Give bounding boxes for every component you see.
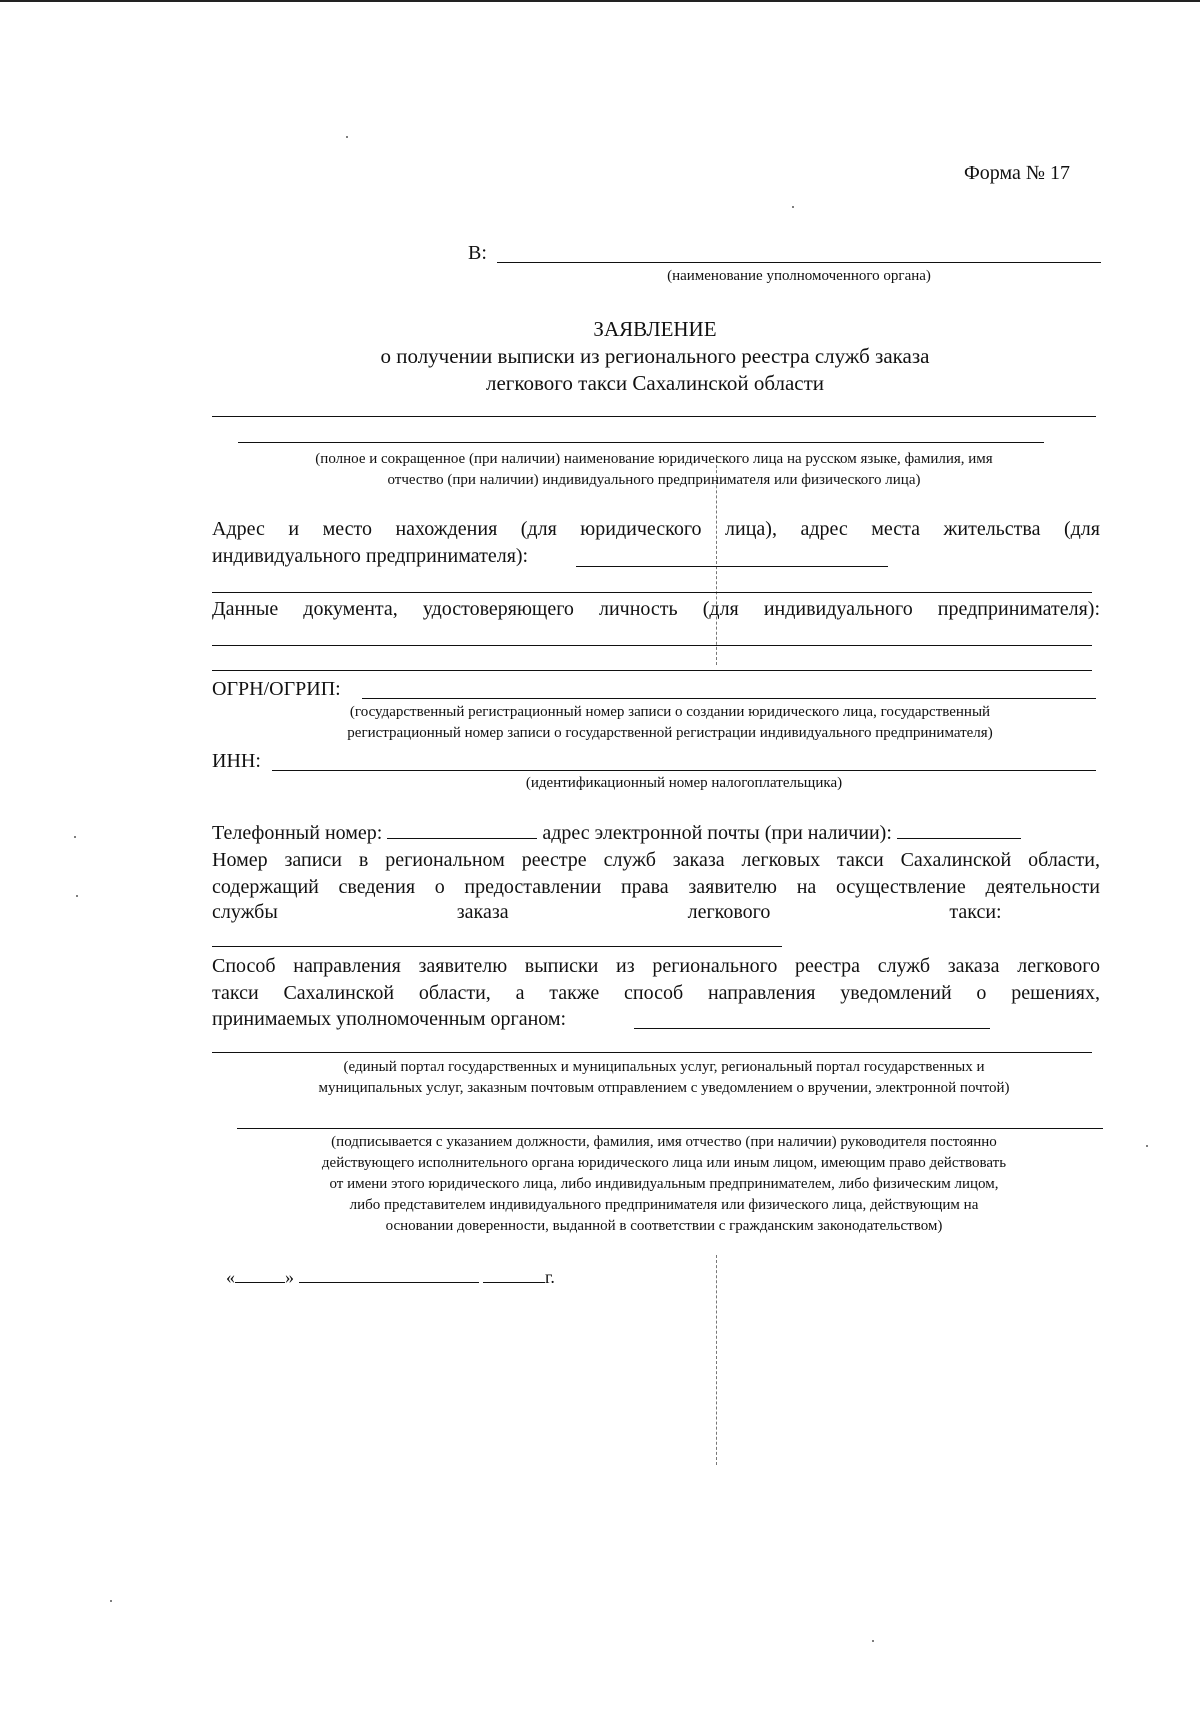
signature-caption-1: (подписывается с указанием должности, фамилия, имя отчество (при наличии) руководителя постоянно <box>331 1134 997 1150</box>
phone-field[interactable] <box>387 820 537 839</box>
scan-top-edge <box>0 0 1200 2</box>
to-caption: (наименование уполномоченного органа) <box>667 268 931 284</box>
date-year-suffix: г. <box>545 1267 555 1288</box>
document-subtitle-1: о получении выписки из регионального реестра служб заказа <box>380 344 930 368</box>
method-label-3: принимаемых уполномоченным органом: <box>212 1008 567 1030</box>
record-label-1: Номер записи в региональном реестре служб заказа легковых такси Сахалинской области, <box>212 849 1100 871</box>
method-label-2: такси Сахалинской области, а также способ направления уведомлений о решениях, <box>212 982 1100 1004</box>
scan-speck <box>792 206 794 208</box>
method-caption-2: муниципальных услуг, заказным почтовым отправлением с уведомлением о вручении, электронной почтой) <box>318 1080 1010 1096</box>
inn-field[interactable] <box>272 770 1096 771</box>
date-open-quote: « <box>226 1267 235 1288</box>
document-title: ЗАЯВЛЕНИЕ <box>593 317 717 341</box>
to-label: В: <box>468 242 487 264</box>
ogrn-caption-2: регистрационный номер записи о государственной регистрации индивидуального предпринимателя) <box>347 725 993 741</box>
phone-label: Телефонный номер: <box>212 822 383 844</box>
scan-speck <box>74 836 76 838</box>
id-document-field-1[interactable] <box>212 645 1092 646</box>
date-year-field[interactable] <box>483 1266 545 1283</box>
signature-caption-4: либо представителем индивидуального предпринимателя или физического лица, действующим на <box>349 1197 979 1213</box>
applicant-name-field-2[interactable] <box>238 442 1044 443</box>
address-label-1: Адрес и место нахождения (для юридического лица), адрес места жительства (для <box>212 518 1100 540</box>
scan-speck <box>1146 1145 1148 1147</box>
email-label: адрес электронной почты (при наличии): <box>542 822 892 844</box>
document-subtitle-2: легкового такси Сахалинской области <box>485 371 825 395</box>
address-field-2[interactable] <box>212 592 1092 593</box>
address-label-2: индивидуального предпринимателя): <box>212 545 529 567</box>
to-field[interactable] <box>497 262 1101 263</box>
date-month-field[interactable] <box>299 1266 479 1283</box>
scan-speck <box>76 895 78 897</box>
scan-fold-mark-lower <box>716 1255 717 1465</box>
signature-caption-5: основании доверенности, выданной в соответствии с гражданским законодательством) <box>385 1218 943 1234</box>
record-number-field[interactable] <box>212 946 782 947</box>
inn-label: ИНН: <box>212 750 261 772</box>
method-field-2[interactable] <box>212 1052 1092 1053</box>
applicant-name-caption-1: (полное и сокращенное (при наличии) наименование юридического лица на русском языке, фамилия, имя <box>315 451 993 467</box>
record-label-2: содержащий сведения о предоставлении права заявителю на осуществление деятельности <box>212 876 1100 898</box>
address-field[interactable] <box>576 566 888 567</box>
date-close-quote: » <box>285 1267 294 1288</box>
ogrn-field[interactable] <box>362 698 1096 699</box>
ogrn-caption-1: (государственный регистрационный номер записи о создании юридического лица, государственный <box>349 704 991 720</box>
applicant-name-caption-2: отчество (при наличии) индивидуального предпринимателя или физического лица) <box>387 472 921 488</box>
inn-caption: (идентификационный номер налогоплательщика) <box>525 775 843 791</box>
signature-caption-3: от имени этого юридического лица, либо индивидуальным предпринимателем, либо физическим лицом, <box>329 1176 999 1192</box>
id-document-field-2[interactable] <box>212 670 1092 671</box>
applicant-name-field[interactable] <box>212 416 1096 417</box>
scan-speck <box>872 1640 874 1642</box>
ogrn-label: ОГРН/ОГРИП: <box>212 678 341 700</box>
scan-speck <box>346 136 348 138</box>
form-number: Форма № 17 <box>964 162 1070 184</box>
scan-speck <box>110 1600 112 1602</box>
record-label-3: службы заказа легкового такси: <box>212 901 1002 923</box>
method-field[interactable] <box>634 1028 990 1029</box>
id-document-label: Данные документа, удостоверяющего личность (для индивидуального предпринимателя): <box>212 598 1100 620</box>
date-row <box>226 1266 555 1288</box>
method-caption-1: (единый портал государственных и муниципальных услуг, региональный портал государственных и <box>343 1059 985 1075</box>
method-label-1: Способ направления заявителю выписки из регионального реестра служб заказа легкового <box>212 955 1100 977</box>
signature-field[interactable] <box>237 1128 1103 1129</box>
date-day-field[interactable] <box>235 1266 285 1283</box>
signature-caption-2: действующего исполнительного органа юридического лица или иным лицом, имеющим право действовать <box>321 1155 1007 1171</box>
phone-email-row <box>212 820 1021 847</box>
email-field[interactable] <box>897 820 1021 839</box>
